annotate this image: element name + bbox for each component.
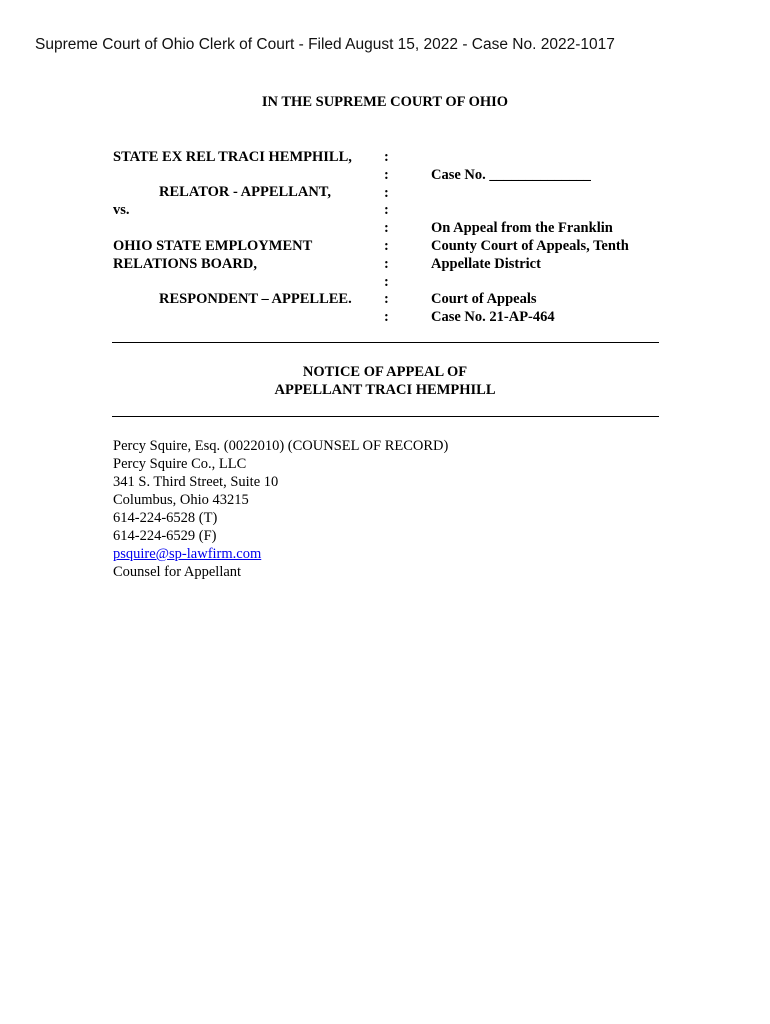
counsel-fax: 614-224-6529 (F) [113,528,217,544]
document-title-line-1: NOTICE OF APPEAL OF [302,364,468,380]
counsel-block [113,437,448,581]
counsel-phone: 614-224-6528 (T) [113,510,218,526]
colon: : [384,220,389,237]
counsel-email-link[interactable]: psquire@sp-lawfirm.com [113,546,262,562]
court-of-appeals-label: Court of Appeals [431,291,537,307]
filing-stamp: Supreme Court of Ohio Clerk of Court - Filed August 15, 2022 - Case No. 2022-1017 [35,36,615,53]
divider-top [112,342,659,343]
court-of-appeals-case-number: Case No. 21-AP-464 [431,309,555,325]
divider-bottom [112,416,659,417]
caption-colons [384,149,389,327]
counsel-street: 341 S. Third Street, Suite 10 [113,474,279,490]
respondent-role: RESPONDENT – APPELLEE. [159,291,352,307]
colon: : [384,273,389,290]
appeal-from-line-2: County Court of Appeals, Tenth [431,238,629,254]
counsel-firm: Percy Squire Co., LLC [113,456,247,472]
relator-role: RELATOR - APPELLANT, [159,184,332,200]
respondent-line-1: OHIO STATE EMPLOYMENT [113,238,313,254]
court-title: IN THE SUPREME COURT OF OHIO [261,94,509,110]
colon: : [384,166,389,183]
counsel-city: Columbus, Ohio 43215 [113,492,249,508]
case-number-blank: Case No. ______________ [431,167,591,183]
colon: : [384,291,389,308]
colon: : [384,202,389,219]
colon: : [384,149,389,165]
colon: : [384,309,389,326]
counsel-role: Counsel for Appellant [113,564,242,580]
document-title [0,363,770,399]
appeal-from-line-1: On Appeal from the Franklin [431,220,613,236]
versus: vs. [113,202,130,218]
document-title-line-2: APPELLANT TRACI HEMPHILL [274,382,496,398]
case-caption [0,0,770,340]
appeal-from-line-3: Appellate District [431,256,541,272]
colon: : [384,184,389,201]
counsel-name: Percy Squire, Esq. (0022010) (COUNSEL OF RECORD) [113,438,449,454]
respondent-line-2: RELATIONS BOARD, [113,256,257,272]
colon: : [384,237,389,254]
colon: : [384,255,389,272]
relator-name: STATE EX REL TRACI HEMPHILL, [113,149,352,165]
